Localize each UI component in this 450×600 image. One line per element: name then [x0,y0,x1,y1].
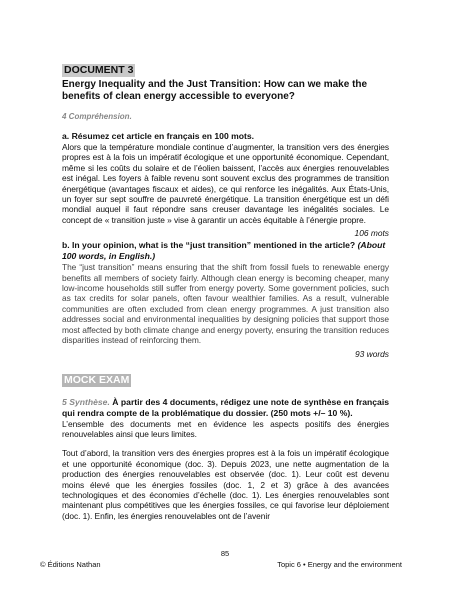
content [62,60,389,521]
question-b-instruction: (About 100 words, in English.) [62,240,386,262]
answer-b: The “just transition” means ensuring that the shift from fossil fuels to renewable energy benefits all members of society fairly. Although clean energy is becoming cheaper, many low-income households still suffer from energy poverty. Some government policies, such as tax credits for solar panels, often favour wealthier families. As a result, vulnerable communities are often excluded from clean energy programmes. A just transition also addresses social and environmental inequalities by designing policies that support those most affected by both climate change and energy poverty, ensuring the transition reduces disparities instead of reinforcing them. [62,262,389,346]
document-title: Energy Inequality and the Just Transition: How can we make the benefits of clean energy accessible to everyone? [62,79,368,102]
synthese-paragraph-2: Tout d’abord, la transition vers des énergies propres est à la fois un impératif écologique et une opportunité économique (doc. 3). Depuis 2023, une nette augmentation de la production des énergies renouvelables est observée (doc. 1). Leur coût est devenu moins élevé que les énergies fossiles (doc. 1, 2 et 3) grâce à des avancées technologiques et des économies d’échelle (doc. 1). Les énergies renouvelables sont maintenant plus compétitives que les énergies fossiles, ce qui favorise leur déploiement (doc. 1). Enfin, les énergies renouvelables ont de l’avenir [62,448,389,521]
question-b-prefix: b. [62,240,70,251]
question-a [62,131,389,142]
paragraph-gap [62,439,389,448]
question-b-text: In your opinion, what is the “just transition” mentioned in the article? [72,240,356,251]
page-number: 85 [220,549,230,558]
footer-publisher: © Éditions Nathan [40,560,101,569]
document-label: DOCUMENT 3 [64,64,134,76]
answer-a-word-count: 106 mots [354,228,389,239]
question-a-text: Résumez cet article en français en 100 mots. [71,131,255,141]
footer-topic: Topic 6 • Energy and the environment [277,560,402,569]
synthese-question [62,397,389,419]
question-a-prefix: a. [62,131,70,141]
comprehension-tag: 4 Compréhension. [62,112,132,121]
answer-a: Alors que la température mondiale continue d’augmenter, la transition vers des énergies propres est à la fois un impératif écologique et une opportunité économique. Cependant, même si les coûts du solaire et de l’éolien baissent, l’accès aux énergies renouvelables est inégal. Les foyers à faible revenu sont souvent exclus des programmes de transition énergétique (avantages fiscaux et aides), ce qui renforce les inégalités. Aux États-Unis, un foyer sur sept souffre de pauvreté énergétique. La transition énergétique est un défi mondial auquel il faut répondre sans creuser davantage les inégalités sociales. Le concept de « transition juste » vise à garantir un accès équitable à l’énergie propre. [62,142,389,225]
question-b [62,240,389,262]
synthese-instruction: À partir des 4 documents, rédigez une note de synthèse en français qui rendra compte de la problématique du dossier. (250 mots +/– 10 %). [62,396,389,418]
answer-b-word-count: 93 words [355,348,389,359]
synthese-paragraph-1: L’ensemble des documents met en évidence les aspects positifs des énergies renouvelables ainsi que leurs limites. [62,418,389,439]
synthese-tag: 5 Synthèse. [62,396,110,407]
mock-exam-label: MOCK EXAM [64,373,130,386]
